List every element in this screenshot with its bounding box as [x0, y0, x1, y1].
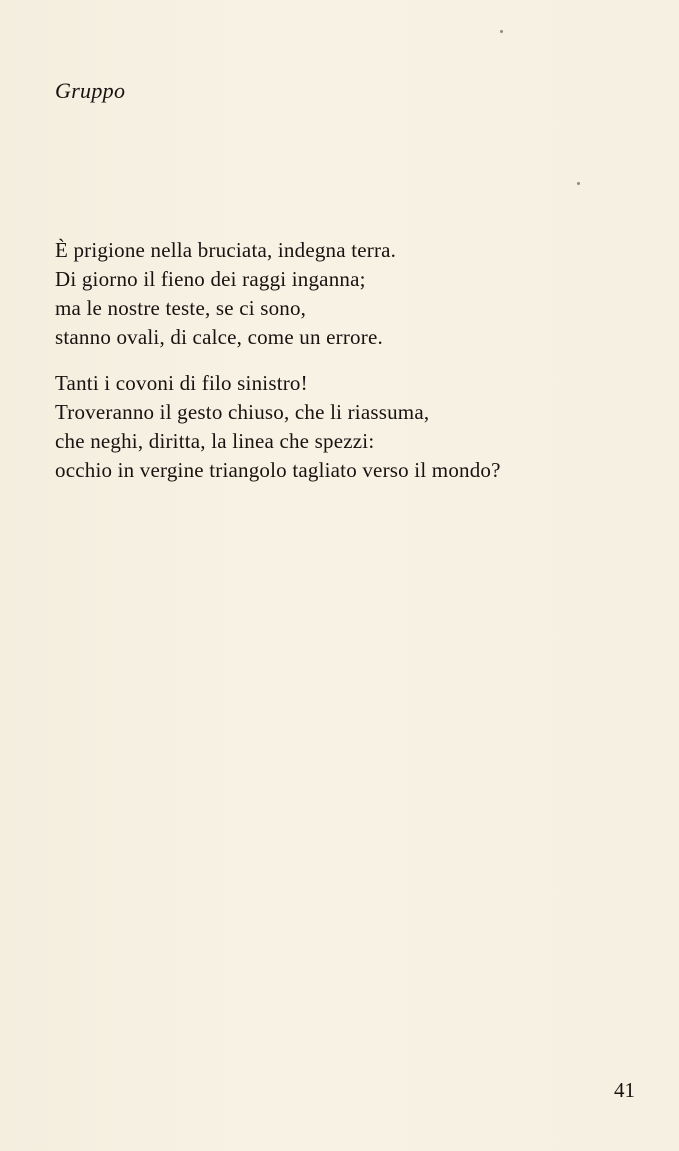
poem-line: Di giorno il fieno dei raggi inganna;	[55, 267, 366, 291]
page-number: 41	[614, 1078, 635, 1102]
paper-speck	[577, 182, 580, 185]
poem-line: ma le nostre teste, se ci sono,	[55, 296, 307, 320]
poem-line: Troveranno il gesto chiuso, che li riassuma,	[55, 400, 430, 424]
paper-speck	[500, 30, 503, 33]
poem-line: che neghi, diritta, la linea che spezzi:	[55, 429, 375, 453]
poem-line: Tanti i covoni di filo sinistro!	[55, 371, 308, 395]
poem-line: stanno ovali, di calce, come un errore.	[55, 325, 383, 349]
stanza-2	[55, 369, 501, 485]
poem-line: occhio in vergine triangolo tagliato verso il mondo?	[55, 458, 501, 482]
stanza-1	[55, 236, 396, 352]
poem-line: È prigione nella bruciata, indegna terra.	[55, 238, 397, 262]
poem-title: Gruppo	[55, 78, 126, 103]
